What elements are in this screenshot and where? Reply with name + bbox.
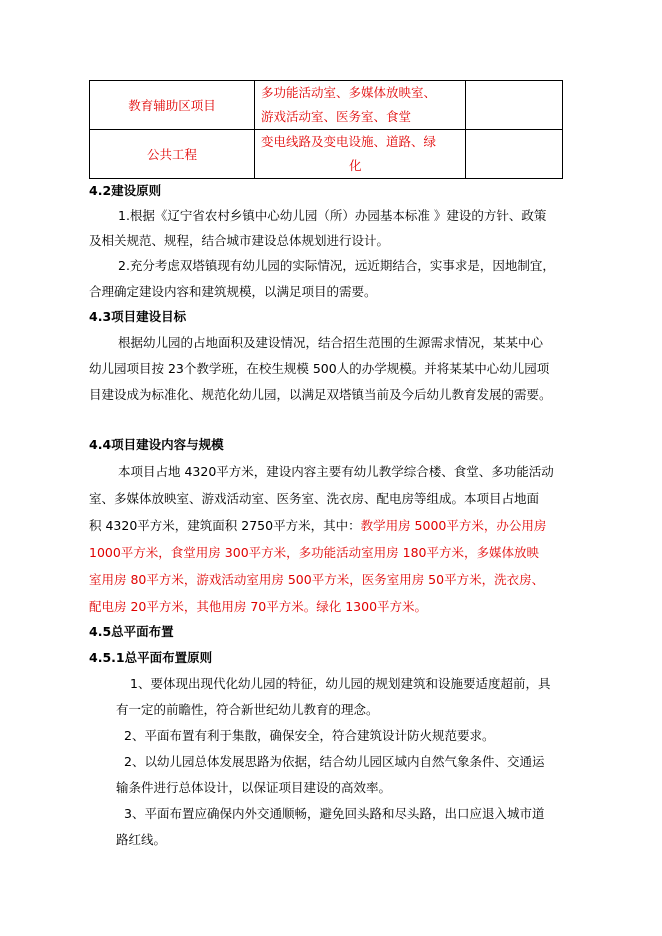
text-black: 积 4320平方米，建筑面积 2750平方米，其中：: [89, 518, 361, 533]
paragraph-line: 3、平面布置应确保内外交通顺畅，避免回头路和尽头路，出口应退入城市道: [124, 806, 545, 821]
table-cell-name: 教育辅助区项目: [90, 81, 255, 130]
table-row: [90, 130, 563, 179]
section-heading: 4.2建设原则: [89, 183, 162, 198]
table-cell-extra: [466, 81, 563, 130]
table-cell-name: 公共工程: [90, 130, 255, 179]
subsection-heading: 4.5.1总平面布置原则: [89, 650, 213, 665]
paragraph-line: 幼儿园项目按 23个教学班，在校生规模 500人的办学规模。并将某某中心幼儿园项: [89, 361, 550, 376]
paragraph-line: 2.充分考虑双塔镇现有幼儿园的实际情况，远近期结合，实事求是，因地制宜，: [118, 258, 555, 273]
content-line: 化: [349, 158, 362, 173]
paragraph-line: 根据幼儿园的占地面积及建设情况，结合招生范围的生源需求情况，某某中心: [118, 335, 544, 350]
content-line: 多功能活动室、多媒体放映室、: [261, 85, 437, 100]
text-red: 教学用房 5000平方米，办公用房: [360, 518, 547, 533]
paragraph-line: 路红线。: [116, 832, 167, 847]
paragraph-line: 本项目占地 4320平方米，建设内容主要有幼儿教学综合楼、食堂、多功能活动: [118, 464, 554, 479]
content-line: 变电线路及变电设施、道路、绿: [261, 134, 437, 149]
paragraph-line: [89, 518, 546, 534]
table-row: [90, 81, 563, 130]
paragraph-line: 合理确定建设内容和建筑规模，以满足项目的需要。: [89, 284, 377, 299]
paragraph-line: 1.根据《辽宁省农村乡镇中心幼儿园（所）办园基本标准 》建设的方针、政策: [118, 208, 547, 223]
paragraph-line: 室用房 80平方米，游戏活动室用房 500平方米，医务室用房 50平方米，洗衣房、: [89, 572, 545, 587]
paragraph-line: 1、要体现出现代化幼儿园的特征，幼儿园的规划建筑和设施要适度超前，具: [130, 676, 551, 691]
section-heading: 4.3项目建设目标: [89, 309, 187, 324]
paragraph-line: 2、以幼儿园总体发展思路为依据，结合幼儿园区域内自然气象条件、交通运: [124, 754, 545, 769]
table-cell-content: [255, 130, 466, 179]
paragraph-line: 室、多媒体放映室、游戏活动室、医务室、洗衣房、配电房等组成。本项目占地面: [89, 491, 540, 506]
section-heading: 4.4项目建设内容与规模: [89, 437, 224, 452]
project-table: [89, 80, 563, 179]
table-cell-content: [255, 81, 466, 130]
content-line: 游戏活动室、医务室、食堂: [261, 109, 412, 124]
paragraph-line: 配电房 20平方米，其他用房 70平方米。绿化 1300平方米。: [89, 599, 428, 614]
paragraph-line: 目建设成为标准化、规范化幼儿园，以满足双塔镇当前及今后幼儿教育发展的需要。: [89, 387, 552, 402]
paragraph-line: 及相关规范、规程，结合城市建设总体规划进行设计。: [89, 233, 390, 248]
table-cell-extra: [466, 130, 563, 179]
paragraph-line: 有一定的前瞻性，符合新世纪幼儿教育的理念。: [116, 702, 379, 717]
section-heading: 4.5总平面布置: [89, 624, 174, 639]
paragraph-line: 输条件进行总体设计，以保证项目建设的高效率。: [116, 780, 392, 795]
paragraph-line: 2、平面布置有利于集散，确保安全，符合建筑设计防火规范要求。: [124, 728, 495, 743]
paragraph-line: 1000平方米，食堂用房 300平方米，多功能活动室用房 180平方米，多媒体放映: [89, 545, 539, 560]
